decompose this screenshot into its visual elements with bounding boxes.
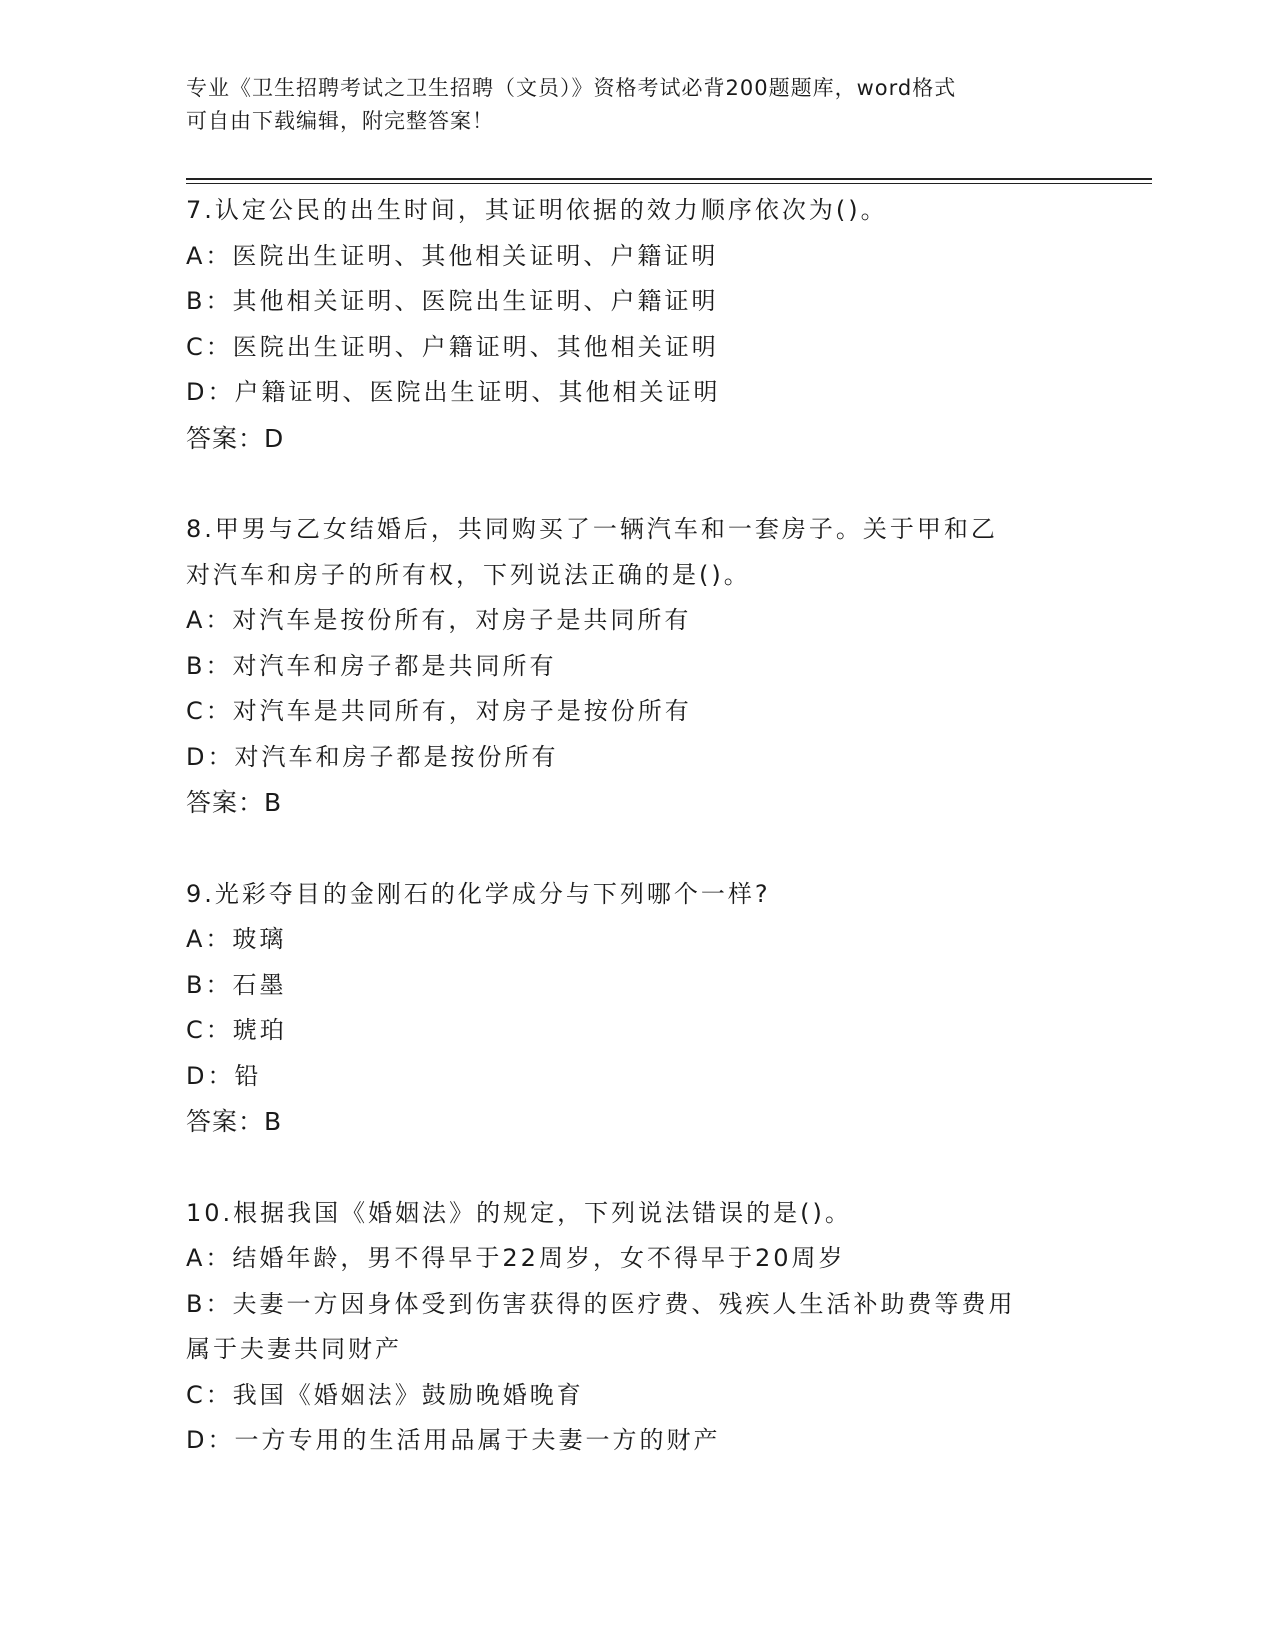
header-line-2: 可自由下载编辑，附完整答案！ [186, 109, 494, 133]
answer-line: 答案：B [186, 788, 283, 817]
option-b: B：石墨 [186, 970, 287, 999]
option-c: C：医院出生证明、户籍证明、其他相关证明 [186, 332, 719, 361]
question-stem-line-2: 对汽车和房子的所有权，下列说法正确的是()。 [186, 560, 751, 589]
option-b: B：夫妻一方因身体受到伤害获得的医疗费、残疾人生活补助费等费用 [186, 1289, 1016, 1318]
question-stem: 10.根据我国《婚姻法》的规定，下列说法错误的是()。 [186, 1198, 852, 1227]
option-c: C：琥珀 [186, 1016, 287, 1044]
header-divider-thin [186, 183, 1152, 184]
option-a: A：结婚年龄，男不得早于22周岁，女不得早于20周岁 [186, 1244, 846, 1272]
question-8 [186, 507, 1086, 826]
option-a: A：玻璃 [186, 925, 287, 953]
option-d: D：一方专用的生活用品属于夫妻一方的财产 [186, 1426, 721, 1454]
option-b-continued: 属于夫妻共同财产 [186, 1335, 402, 1363]
answer-line: 答案：B [186, 1107, 283, 1136]
question-stem-line-1: 8.甲男与乙女结婚后，共同购买了一辆汽车和一套房子。关于甲和乙 [186, 515, 998, 543]
question-list [186, 188, 1086, 1510]
header-line-1: 专业《卫生招聘考试之卫生招聘（文员）》资格考试必背200题题库，word格式 [186, 76, 957, 100]
option-d: D：对汽车和房子都是按份所有 [186, 742, 559, 771]
option-d: D：铅 [186, 1061, 262, 1090]
question-9 [186, 872, 1086, 1145]
question-10 [186, 1191, 1086, 1464]
option-b: B：其他相关证明、医院出生证明、户籍证明 [186, 287, 719, 315]
option-a: A：医院出生证明、其他相关证明、户籍证明 [186, 241, 719, 270]
question-stem: 7.认定公民的出生时间，其证明依据的效力顺序依次为()。 [186, 196, 888, 224]
option-a: A：对汽车是按份所有，对房子是共同所有 [186, 606, 692, 634]
question-7 [186, 188, 1086, 461]
question-stem: 9.光彩夺目的金刚石的化学成分与下列哪个一样? [186, 879, 771, 908]
answer-line: 答案：D [186, 423, 285, 453]
option-c: C：我国《婚姻法》鼓励晚婚晚育 [186, 1380, 584, 1409]
option-b: B：对汽车和房子都是共同所有 [186, 651, 557, 680]
option-d: D：户籍证明、医院出生证明、其他相关证明 [186, 378, 721, 406]
option-c: C：对汽车是共同所有，对房子是按份所有 [186, 697, 692, 725]
document-header [186, 72, 1086, 138]
header-divider-thick [186, 178, 1152, 180]
